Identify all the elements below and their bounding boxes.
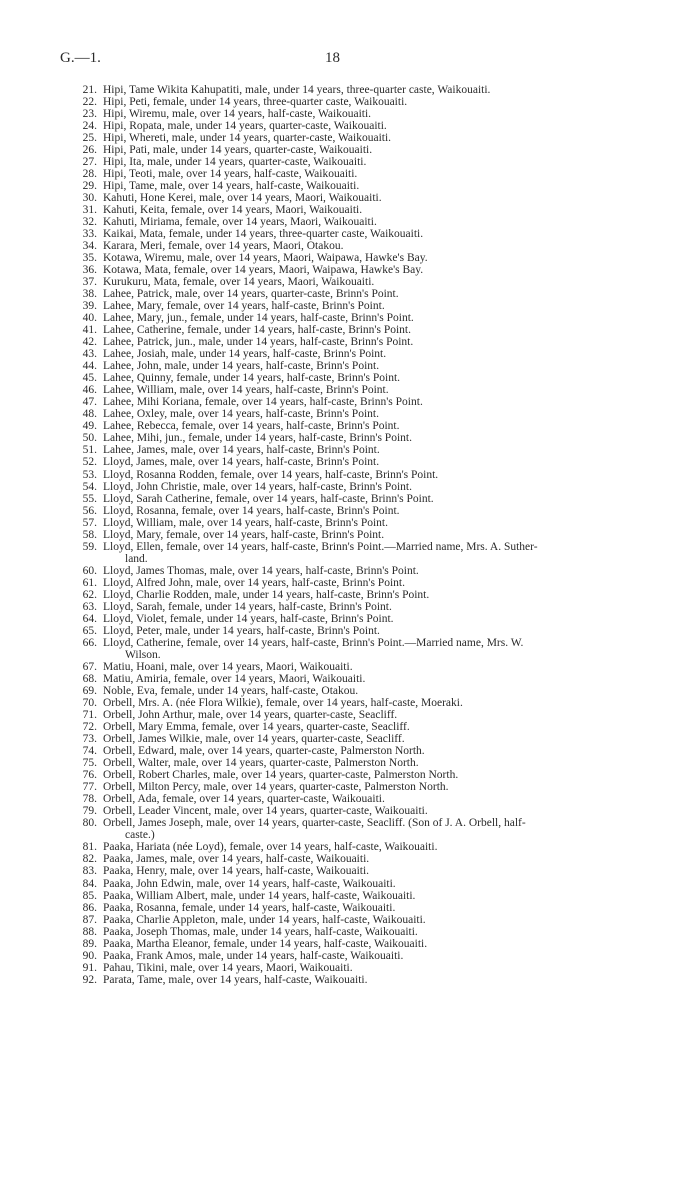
entry-text-block bbox=[97, 661, 353, 673]
list-item bbox=[75, 444, 645, 456]
entry-number: 46. bbox=[82, 384, 97, 397]
list-item bbox=[75, 637, 645, 661]
entry-text-block bbox=[97, 817, 643, 841]
entry-text: Lloyd, James, male, over 14 years, half-caste, Brinn's Point. bbox=[103, 456, 380, 469]
list-item bbox=[75, 96, 645, 108]
entry-number: 32. bbox=[82, 215, 97, 228]
list-item bbox=[75, 493, 645, 505]
entry-number: 78. bbox=[82, 793, 97, 806]
entry-number: 55. bbox=[82, 492, 97, 505]
list-item bbox=[75, 192, 645, 204]
entry-text-block bbox=[97, 697, 463, 709]
register-list bbox=[75, 84, 645, 986]
entry-text: Kurukuru, Mata, female, over 14 years, Maori, Waikouaiti. bbox=[103, 276, 375, 288]
entry-number: 38. bbox=[82, 288, 97, 301]
entry-number: 91. bbox=[82, 961, 97, 974]
entry-number: 59. bbox=[82, 540, 97, 553]
entry-text: Lahee, Mary, female, over 14 years, half-caste, Brinn's Point. bbox=[103, 300, 385, 313]
entry-text: Lahee, Josiah, male, under 14 years, half-caste, Brinn's Point. bbox=[103, 348, 387, 361]
entry-text-block bbox=[97, 444, 380, 456]
entry-text-block bbox=[97, 348, 386, 360]
entry-text-block bbox=[97, 733, 405, 745]
entry-number: 64. bbox=[82, 612, 97, 625]
entry-text-block bbox=[97, 793, 385, 805]
entry-text: Lloyd, John Christie, male, over 14 years, half-caste, Brinn's Point. bbox=[103, 480, 413, 493]
list-item bbox=[75, 420, 645, 432]
entry-number: 66. bbox=[82, 636, 97, 649]
entry-text: Lloyd, Alfred John, male, over 14 years, half-caste, Brinn's Point. bbox=[103, 576, 405, 589]
entry-text-block bbox=[97, 276, 374, 288]
entry-text-block bbox=[97, 324, 411, 336]
list-item bbox=[75, 914, 645, 926]
entry-text: Orbell, James Wilkie, male, over 14 years, quarter-caste, Seacliff. bbox=[103, 733, 405, 746]
entry-text-block bbox=[97, 673, 365, 685]
entry-number: 83. bbox=[82, 865, 97, 878]
list-item bbox=[75, 757, 645, 769]
entry-number: 30. bbox=[82, 191, 97, 204]
entry-text-block bbox=[97, 505, 400, 517]
list-item bbox=[75, 108, 645, 120]
entry-number: 45. bbox=[82, 372, 97, 385]
list-item bbox=[75, 336, 645, 348]
entry-text: Lloyd, Violet, female, under 14 years, half-caste, Brinn's Point. bbox=[103, 612, 394, 625]
entry-text-block bbox=[97, 565, 419, 577]
entry-number: 88. bbox=[82, 925, 97, 938]
list-item bbox=[75, 950, 645, 962]
entry-number: 62. bbox=[82, 588, 97, 601]
list-item bbox=[75, 168, 645, 180]
entry-number: 82. bbox=[82, 853, 97, 866]
entry-number: 89. bbox=[82, 937, 97, 950]
list-item bbox=[75, 673, 645, 685]
entry-text: Orbell, Edward, male, over 14 years, quarter-caste, Palmerston North. bbox=[103, 745, 425, 758]
entry-text-block bbox=[97, 781, 449, 793]
entry-text-block bbox=[97, 685, 358, 697]
list-item bbox=[75, 228, 645, 240]
entry-number: 22. bbox=[82, 95, 97, 108]
entry-text: Paaka, Frank Amos, male, under 14 years, half-caste, Waikouaiti. bbox=[103, 949, 404, 962]
entry-number: 90. bbox=[82, 949, 97, 962]
entry-text: Matiu, Amiria, female, over 14 years, Maori, Waikouaiti. bbox=[103, 673, 366, 685]
entry-number: 35. bbox=[82, 251, 97, 264]
entry-text-block bbox=[97, 432, 412, 444]
entry-text-block bbox=[97, 601, 392, 613]
entry-text-block bbox=[97, 709, 397, 721]
entry-number: 67. bbox=[82, 660, 97, 673]
list-item bbox=[75, 469, 645, 481]
list-item bbox=[75, 793, 645, 805]
entry-number: 40. bbox=[82, 312, 97, 325]
entry-text: Hipi, Ita, male, under 14 years, quarter-caste, Waikouaiti. bbox=[103, 155, 367, 168]
entry-number: 84. bbox=[82, 877, 97, 890]
entry-text: Lahee, Rebecca, female, over 14 years, half-caste, Brinn's Point. bbox=[103, 420, 400, 433]
list-item bbox=[75, 613, 645, 625]
entry-text-block bbox=[97, 240, 343, 252]
entry-text: Paaka, Charlie Appleton, male, under 14 years, half-caste, Waikouaiti. bbox=[103, 913, 426, 926]
entry-text-block bbox=[97, 288, 399, 300]
entry-number: 51. bbox=[82, 444, 97, 457]
entry-text-block bbox=[97, 456, 379, 468]
list-item bbox=[75, 481, 645, 493]
list-item bbox=[75, 120, 645, 132]
list-item bbox=[75, 709, 645, 721]
list-item bbox=[75, 517, 645, 529]
list-item bbox=[75, 697, 645, 709]
entry-number: 31. bbox=[82, 203, 97, 216]
entry-number: 48. bbox=[82, 408, 97, 421]
entry-text: Lloyd, Mary, female, over 14 years, half-caste, Brinn's Point. bbox=[103, 528, 385, 541]
list-item bbox=[75, 865, 645, 877]
list-item bbox=[75, 878, 645, 890]
entry-text-block bbox=[97, 962, 353, 974]
list-item bbox=[75, 805, 645, 817]
entry-number: 70. bbox=[82, 697, 97, 710]
entry-number: 26. bbox=[82, 143, 97, 156]
entry-text-block bbox=[97, 577, 405, 589]
entry-text: Lahee, Mary, jun., female, under 14 years, half-caste, Brinn's Point. bbox=[103, 312, 414, 325]
entry-text-block bbox=[97, 974, 367, 986]
list-item bbox=[75, 890, 645, 902]
entry-number: 56. bbox=[82, 504, 97, 517]
entry-text: Orbell, Ada, female, over 14 years, quarter-caste, Waikouaiti. bbox=[103, 793, 385, 806]
entry-text-block bbox=[97, 108, 371, 120]
entry-number: 74. bbox=[82, 745, 97, 758]
entry-continuation: caste.) bbox=[125, 829, 155, 842]
entry-text-block bbox=[97, 180, 359, 192]
entry-text-block bbox=[97, 204, 362, 216]
entry-text-block bbox=[97, 252, 428, 264]
list-item bbox=[75, 781, 645, 793]
entry-text-block bbox=[97, 360, 379, 372]
entry-text: Noble, Eva, female, under 14 years, half-caste, Otakou. bbox=[103, 685, 359, 698]
entry-text: Paaka, Joseph Thomas, male, under 14 years, half-caste, Waikouaiti. bbox=[103, 925, 418, 938]
entry-text-block bbox=[97, 493, 434, 505]
entry-text-block bbox=[97, 372, 400, 384]
entry-number: 72. bbox=[82, 721, 97, 734]
entry-text: Kahuti, Miriama, female, over 14 years, Maori, Waikouaiti. bbox=[103, 215, 377, 228]
list-item bbox=[75, 156, 645, 168]
list-item bbox=[75, 661, 645, 673]
list-item bbox=[75, 721, 645, 733]
entry-text: Lahee, John, male, under 14 years, half-caste, Brinn's Point. bbox=[103, 360, 380, 373]
entry-number: 75. bbox=[82, 757, 97, 770]
entry-number: 68. bbox=[82, 673, 97, 685]
list-item bbox=[75, 769, 645, 781]
entry-text: Lloyd, Rosanna Rodden, female, over 14 years, half-caste, Brinn's Point. bbox=[103, 468, 439, 481]
entry-text: Lloyd, Charlie Rodden, male, under 14 years, half-caste, Brinn's Point. bbox=[103, 588, 430, 601]
page-header bbox=[60, 50, 660, 72]
list-item bbox=[75, 938, 645, 950]
entry-text-block bbox=[97, 902, 395, 914]
entry-number: 53. bbox=[82, 468, 97, 481]
entry-number: 77. bbox=[82, 781, 97, 794]
list-item bbox=[75, 577, 645, 589]
entry-text-block bbox=[97, 625, 380, 637]
entry-text-block bbox=[97, 336, 413, 348]
entry-text: Paaka, Rosanna, female, under 14 years, half-caste, Waikouaiti. bbox=[103, 901, 396, 914]
entry-number: 87. bbox=[82, 913, 97, 926]
list-item bbox=[75, 926, 645, 938]
entry-number: 29. bbox=[82, 179, 97, 192]
entry-text-block bbox=[97, 865, 369, 877]
entry-text-block bbox=[97, 144, 372, 156]
entry-number: 27. bbox=[82, 155, 97, 168]
entry-text-block bbox=[97, 529, 384, 541]
entry-number: 92. bbox=[82, 973, 97, 986]
list-item bbox=[75, 204, 645, 216]
entry-text: Lahee, James, male, over 14 years, half-caste, Brinn's Point. bbox=[103, 444, 380, 457]
entry-text-block bbox=[97, 84, 490, 96]
list-item bbox=[75, 216, 645, 228]
entry-text-block bbox=[97, 914, 426, 926]
entry-number: 60. bbox=[82, 564, 97, 577]
entry-text: Lahee, Quinny, female, under 14 years, half-caste, Brinn's Point. bbox=[103, 372, 401, 385]
list-item bbox=[75, 685, 645, 697]
entry-text: Orbell, Mrs. A. (née Flora Wilkie), female, over 14 years, half-caste, Moeraki. bbox=[103, 697, 463, 710]
entry-continuation: Wilson. bbox=[125, 648, 161, 661]
entry-number: 71. bbox=[82, 709, 97, 722]
entry-number: 86. bbox=[82, 901, 97, 914]
entry-number: 57. bbox=[82, 516, 97, 529]
entry-text-block bbox=[97, 637, 643, 661]
list-item bbox=[75, 384, 645, 396]
list-item bbox=[75, 541, 645, 565]
entry-text-block bbox=[97, 517, 388, 529]
entry-text-block bbox=[97, 216, 377, 228]
entry-text: Lahee, Patrick, male, over 14 years, quarter-caste, Brinn's Point. bbox=[103, 288, 399, 301]
page-number: 18 bbox=[325, 50, 340, 66]
entry-text: Parata, Tame, male, over 14 years, half-caste, Waikouaiti. bbox=[103, 973, 368, 986]
entry-text: Orbell, John Arthur, male, over 14 years, quarter-caste, Seacliff. bbox=[103, 709, 398, 722]
list-item bbox=[75, 396, 645, 408]
entry-text-block bbox=[97, 192, 382, 204]
entry-number: 28. bbox=[82, 167, 97, 180]
entry-number: 73. bbox=[82, 733, 97, 746]
list-item bbox=[75, 733, 645, 745]
entry-text-block bbox=[97, 589, 429, 601]
entry-text-block bbox=[97, 613, 394, 625]
list-item bbox=[75, 841, 645, 853]
list-item bbox=[75, 180, 645, 192]
entry-text: Hipi, Tame, male, over 14 years, half-caste, Waikouaiti. bbox=[103, 179, 360, 192]
entry-text: Hipi, Wiremu, male, over 14 years, half-caste, Waikouaiti. bbox=[103, 107, 372, 120]
list-item bbox=[75, 962, 645, 974]
list-item bbox=[75, 853, 645, 865]
entry-text: Kaikai, Mata, female, under 14 years, three-quarter caste, Waikouaiti. bbox=[103, 227, 424, 240]
entry-text: Orbell, James Joseph, male, over 14 years, quarter-caste, Seacliff. (Son of J. A. Orbell, half- bbox=[103, 817, 526, 830]
entry-text: Hipi, Ropata, male, under 14 years, quarter-caste, Waikouaiti. bbox=[103, 119, 387, 132]
entry-text: Paaka, John Edwin, male, over 14 years, half-caste, Waikouaiti. bbox=[103, 877, 396, 890]
entry-text: Hipi, Whereti, male, under 14 years, quarter-caste, Waikouaiti. bbox=[103, 131, 392, 144]
entry-text-block bbox=[97, 938, 427, 950]
list-item bbox=[75, 288, 645, 300]
list-item bbox=[75, 84, 645, 96]
entry-text: Orbell, Walter, male, over 14 years, quarter-caste, Palmerston North. bbox=[103, 757, 419, 770]
entry-text-block bbox=[97, 408, 379, 420]
entry-text: Orbell, Leader Vincent, male, over 14 years, quarter-caste, Waikouaiti. bbox=[103, 805, 428, 818]
entry-number: 43. bbox=[82, 348, 97, 361]
entry-number: 52. bbox=[82, 456, 97, 469]
entry-text-block bbox=[97, 878, 396, 890]
entry-number: 54. bbox=[82, 480, 97, 493]
entry-text: Matiu, Hoani, male, over 14 years, Maori, Waikouaiti. bbox=[103, 660, 353, 673]
list-item bbox=[75, 252, 645, 264]
entry-number: 85. bbox=[82, 889, 97, 902]
list-item bbox=[75, 144, 645, 156]
entry-text-block bbox=[97, 96, 407, 108]
entry-text: Lahee, Mihi Koriana, female, over 14 years, half-caste, Brinn's Point. bbox=[103, 396, 423, 409]
entry-number: 33. bbox=[82, 227, 97, 240]
list-item bbox=[75, 312, 645, 324]
list-item bbox=[75, 529, 645, 541]
entry-text: Hipi, Teoti, male, over 14 years, half-caste, Waikouaiti. bbox=[103, 167, 358, 180]
entry-number: 76. bbox=[82, 769, 97, 782]
list-item bbox=[75, 132, 645, 144]
entry-text-block bbox=[97, 481, 412, 493]
list-item bbox=[75, 974, 645, 986]
entry-text-block bbox=[97, 300, 385, 312]
entry-number: 61. bbox=[82, 576, 97, 589]
entry-text-block bbox=[97, 769, 458, 781]
entry-number: 50. bbox=[82, 432, 97, 445]
entry-text: Karara, Meri, female, over 14 years, Maori, Otakou. bbox=[103, 239, 344, 252]
list-item bbox=[75, 240, 645, 252]
document-code: G.—1. bbox=[60, 50, 101, 66]
list-item bbox=[75, 348, 645, 360]
entry-number: 79. bbox=[82, 805, 97, 818]
list-item bbox=[75, 300, 645, 312]
list-item bbox=[75, 625, 645, 637]
entry-number: 63. bbox=[82, 600, 97, 613]
list-item bbox=[75, 372, 645, 384]
list-item bbox=[75, 276, 645, 288]
entry-text-block bbox=[97, 132, 391, 144]
entry-text-block bbox=[97, 420, 399, 432]
entry-text: Lahee, Patrick, jun., male, under 14 years, half-caste, Brinn's Point. bbox=[103, 336, 414, 349]
entry-text: Lloyd, Peter, male, under 14 years, half-caste, Brinn's Point. bbox=[103, 624, 380, 637]
entry-text: Lahee, Mihi, jun., female, under 14 years, half-caste, Brinn's Point. bbox=[103, 432, 412, 445]
entry-text: Orbell, Milton Percy, male, over 14 years, quarter-caste, Palmerston North. bbox=[103, 781, 449, 794]
entry-number: 49. bbox=[82, 420, 97, 433]
entry-text-block bbox=[97, 396, 423, 408]
entry-text: Lloyd, Catherine, female, over 14 years, half-caste, Brinn's Point.—Married name, Mrs. W. bbox=[103, 636, 524, 649]
entry-text-block bbox=[97, 541, 643, 565]
entry-text-block bbox=[97, 745, 425, 757]
entry-text: Orbell, Mary Emma, female, over 14 years, quarter-caste, Seacliff. bbox=[103, 721, 410, 734]
entry-text: Kahuti, Hone Kerei, male, over 14 years, Maori, Waikouaiti. bbox=[103, 191, 382, 204]
entry-text: Lahee, Catherine, female, under 14 years, half-caste, Brinn's Point. bbox=[103, 324, 411, 337]
entry-text: Lahee, William, male, over 14 years, half-caste, Brinn's Point. bbox=[103, 384, 389, 397]
entry-text: Lloyd, William, male, over 14 years, half-caste, Brinn's Point. bbox=[103, 516, 389, 529]
entry-text: Orbell, Robert Charles, male, over 14 years, quarter-caste, Palmerston North. bbox=[103, 769, 459, 782]
entry-continuation: land. bbox=[125, 552, 148, 565]
entry-text-block bbox=[97, 384, 389, 396]
entry-text: Kahuti, Keita, female, over 14 years, Maori, Waikouaiti. bbox=[103, 203, 363, 216]
entry-text: Hipi, Tame Wikita Kahupatiti, male, under 14 years, three-quarter caste, Waikouaiti. bbox=[103, 83, 491, 96]
entry-number: 80. bbox=[82, 817, 97, 830]
entry-text: Pahau, Tikini, male, over 14 years, Maori, Waikouaiti. bbox=[103, 961, 353, 974]
entry-text-block bbox=[97, 120, 387, 132]
entry-text-block bbox=[97, 841, 437, 853]
entry-number: 36. bbox=[82, 263, 97, 276]
entry-text: Lloyd, James Thomas, male, over 14 years, half-caste, Brinn's Point. bbox=[103, 564, 419, 577]
entry-text: Lloyd, Sarah Catherine, female, over 14 years, half-caste, Brinn's Point. bbox=[103, 492, 434, 505]
list-item bbox=[75, 505, 645, 517]
entry-number: 81. bbox=[82, 841, 97, 854]
entry-number: 39. bbox=[82, 300, 97, 313]
list-item bbox=[75, 745, 645, 757]
entry-number: 42. bbox=[82, 336, 97, 349]
entry-number: 44. bbox=[82, 360, 97, 373]
entry-text: Paaka, Henry, male, over 14 years, half-caste, Waikouaiti. bbox=[103, 865, 370, 878]
entry-text-block bbox=[97, 805, 428, 817]
entry-text-block bbox=[97, 950, 403, 962]
entry-text: Lloyd, Sarah, female, under 14 years, half-caste, Brinn's Point. bbox=[103, 600, 392, 613]
list-item bbox=[75, 565, 645, 577]
entry-text: Lloyd, Ellen, female, over 14 years, half-caste, Brinn's Point.—Married name, Mrs. A. Suther- bbox=[103, 540, 538, 553]
entry-text-block bbox=[97, 156, 366, 168]
entry-text: Paaka, James, male, over 14 years, half-caste, Waikouaiti. bbox=[103, 853, 370, 866]
list-item bbox=[75, 324, 645, 336]
entry-number: 41. bbox=[82, 324, 97, 337]
entry-number: 25. bbox=[82, 131, 97, 144]
entry-text-block bbox=[97, 312, 414, 324]
entry-number: 58. bbox=[82, 528, 97, 541]
entry-number: 21. bbox=[82, 83, 97, 96]
entry-number: 69. bbox=[82, 685, 97, 698]
entry-text-block bbox=[97, 168, 357, 180]
list-item bbox=[75, 408, 645, 420]
list-item bbox=[75, 432, 645, 444]
entry-number: 37. bbox=[82, 276, 97, 288]
entry-number: 47. bbox=[82, 396, 97, 409]
entry-text-block bbox=[97, 926, 418, 938]
list-item bbox=[75, 601, 645, 613]
entry-text-block bbox=[97, 264, 423, 276]
entry-text: Hipi, Pati, male, under 14 years, quarter-caste, Waikouaiti. bbox=[103, 143, 373, 156]
list-item bbox=[75, 589, 645, 601]
entry-text: Paaka, William Albert, male, under 14 years, half-caste, Waikouaiti. bbox=[103, 889, 416, 902]
entry-text: Lloyd, Rosanna, female, over 14 years, half-caste, Brinn's Point. bbox=[103, 504, 400, 517]
entry-text-block bbox=[97, 890, 415, 902]
entry-text: Lahee, Oxley, male, over 14 years, half-caste, Brinn's Point. bbox=[103, 408, 379, 421]
entry-number: 23. bbox=[82, 107, 97, 120]
entry-text: Paaka, Hariata (née Loyd), female, over 14 years, half-caste, Waikouaiti. bbox=[103, 841, 438, 854]
list-item bbox=[75, 360, 645, 372]
entry-text-block bbox=[97, 853, 369, 865]
list-item bbox=[75, 902, 645, 914]
list-item bbox=[75, 264, 645, 276]
entry-number: 24. bbox=[82, 119, 97, 132]
entry-number: 34. bbox=[82, 239, 97, 252]
entry-text-block bbox=[97, 757, 419, 769]
entry-text-block bbox=[97, 228, 423, 240]
entry-number: 65. bbox=[82, 624, 97, 637]
entry-text-block bbox=[97, 469, 438, 481]
entry-text: Hipi, Peti, female, under 14 years, three-quarter caste, Waikouaiti. bbox=[103, 95, 408, 108]
entry-text: Paaka, Martha Eleanor, female, under 14 years, half-caste, Waikouaiti. bbox=[103, 937, 428, 950]
entry-text-block bbox=[97, 721, 410, 733]
list-item bbox=[75, 817, 645, 841]
entry-text: Kotawa, Mata, female, over 14 years, Maori, Waipawa, Hawke's Bay. bbox=[103, 263, 424, 276]
list-item bbox=[75, 456, 645, 468]
entry-text: Kotawa, Wiremu, male, over 14 years, Maori, Waipawa, Hawke's Bay. bbox=[103, 251, 428, 264]
